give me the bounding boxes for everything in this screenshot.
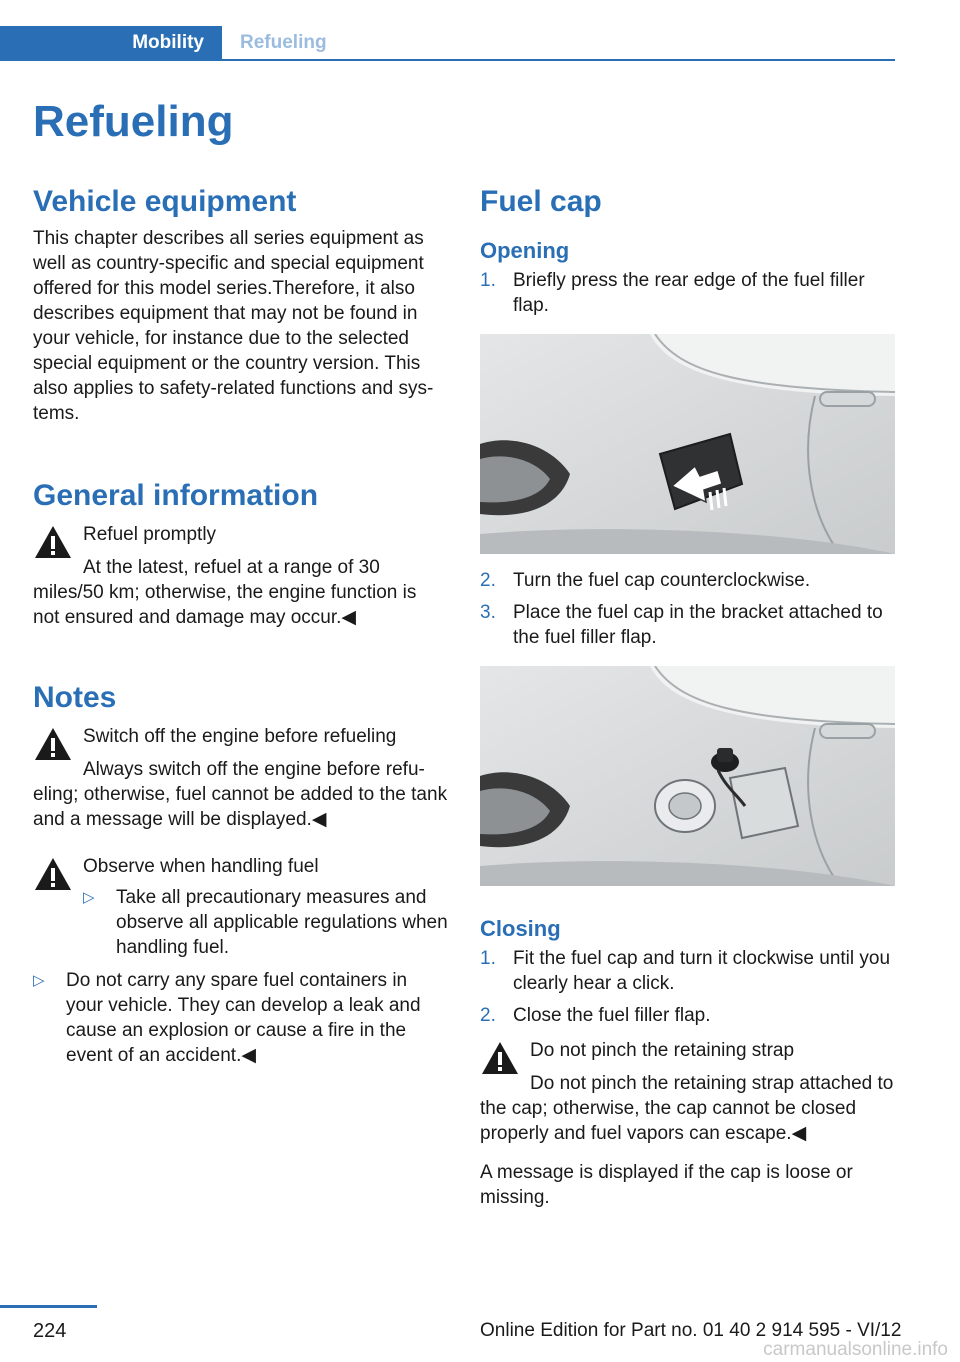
header-section-tab[interactable]: Mobility xyxy=(0,26,222,60)
warning-title: Observe when handling fuel xyxy=(83,856,319,877)
header-rule xyxy=(0,59,895,61)
heading-notes: Notes xyxy=(33,681,117,714)
heading-vehicle-equipment: Vehicle equipment xyxy=(33,185,297,218)
list-item: ▷ Take all precautionary measures and observe all applicable regulations when handling fuel. xyxy=(83,887,448,958)
fuel-cap-bracket-illustration xyxy=(480,666,895,886)
vehicle-equipment-text: This chapter describes all series equipment as well as country-specific and special equipment offered for this model series.Therefore, it also describes equipment that may not be found in your vehicle, for instance due to the selected special equipment or the country version. This also applies to safety-related functions and sys‐tems. xyxy=(33,228,434,424)
header-chapter-tab[interactable]: Refueling xyxy=(240,32,327,53)
bullet-triangle-icon: ▷ xyxy=(33,972,45,989)
fuel-containers-list xyxy=(33,968,448,1068)
warning-triangle-icon xyxy=(33,524,73,560)
warning-body: At the latest, refuel at a range of 30 miles/50 km; otherwise, the engine function is not ensured and damage may occur.◀ xyxy=(33,557,417,628)
footer-rule xyxy=(0,1305,97,1308)
cap-message-note: A message is displayed if the cap is loose or missing. xyxy=(480,1162,853,1208)
fuel-precautions-list xyxy=(83,885,448,960)
warning-triangle-icon xyxy=(33,726,73,762)
page-number: 224 xyxy=(33,1320,67,1342)
running-header xyxy=(0,26,895,62)
warning-triangle-icon xyxy=(480,1040,520,1076)
list-item: 2. Turn the fuel cap counterclockwise. xyxy=(480,570,811,591)
heading-fuel-cap: Fuel cap xyxy=(480,185,602,218)
list-item: 1. Fit the fuel cap and turn it clockwise until you clearly hear a click. xyxy=(480,948,891,994)
warning-title: Do not pinch the retaining strap xyxy=(530,1040,795,1061)
warning-title: Refuel promptly xyxy=(83,524,217,545)
warning-refuel-promptly xyxy=(33,522,448,630)
list-item: 2. Close the fuel filler flap. xyxy=(480,1005,711,1026)
bullet-triangle-icon: ▷ xyxy=(83,889,95,906)
heading-opening: Opening xyxy=(480,238,570,263)
list-item: ▷ Do not carry any spare fuel containers in your vehicle. They can develop a leak and cause an explosion or cause a fire in the event of an accident.◀ xyxy=(33,970,421,1066)
opening-steps-list-a xyxy=(480,268,896,318)
fuel-flap-press-illustration xyxy=(480,334,895,554)
warning-body: Do not pinch the retaining strap attached to the cap; otherwise, the cap cannot be closed properly and fuel vapors can escape.◀ xyxy=(480,1073,894,1144)
page-title: Refueling xyxy=(33,97,234,146)
watermark: carmanualsonline.info xyxy=(763,1339,948,1360)
left-column xyxy=(33,182,448,1068)
closing-steps-list xyxy=(480,946,896,1028)
list-item: 3. Place the fuel cap in the bracket attached to the fuel filler flap. xyxy=(480,602,883,648)
warning-retaining-strap xyxy=(480,1038,896,1146)
warning-triangle-icon xyxy=(33,856,73,892)
warning-body: Always switch off the engine before refu‐eling; otherwise, fuel cannot be added to the tank and a message will be displayed.◀ xyxy=(33,759,448,830)
list-item: 1. Briefly press the rear edge of the fuel filler flap. xyxy=(480,270,865,316)
warning-switch-off-engine xyxy=(33,724,448,832)
opening-steps-list-b xyxy=(480,568,896,650)
warning-handling-fuel xyxy=(33,854,448,960)
heading-general-information: General information xyxy=(33,479,319,512)
warning-title: Switch off the engine before refueling xyxy=(83,726,397,747)
heading-closing: Closing xyxy=(480,916,561,941)
edition-info: Online Edition for Part no. 01 40 2 914 595 - VI/12 xyxy=(480,1320,902,1341)
right-column xyxy=(480,182,896,1210)
